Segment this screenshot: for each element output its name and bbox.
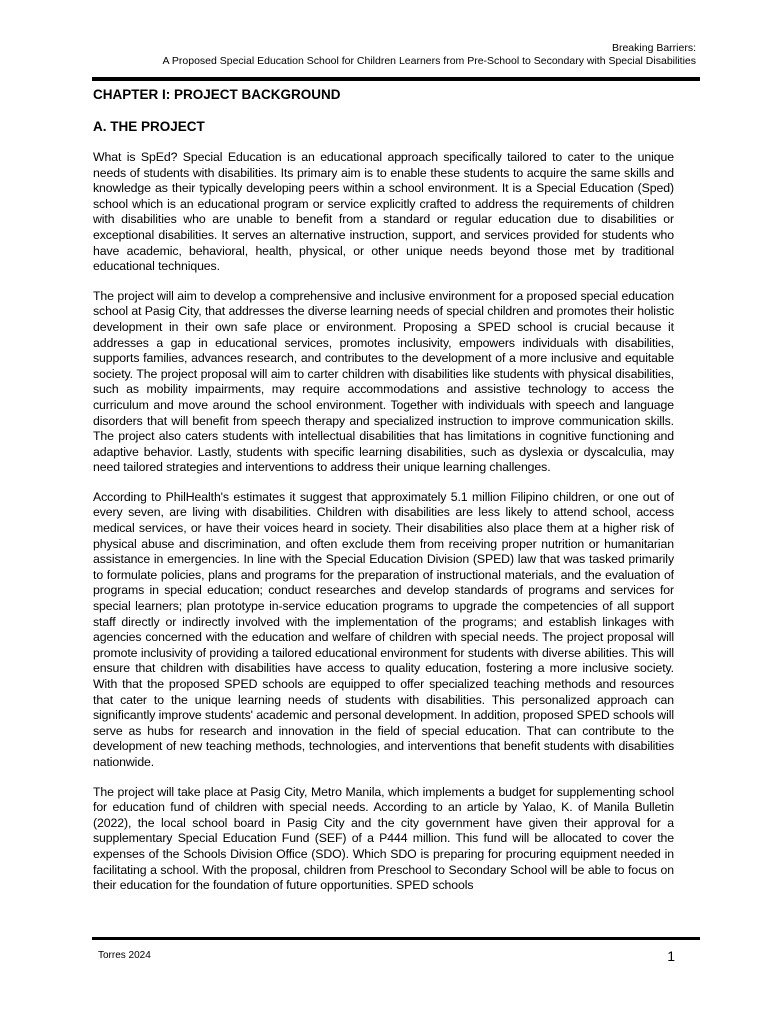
paragraph-project-location: The project will take place at Pasig City, Metro Manila, which implements a budget for supplementing school for education fund of children with special needs. According to an article by Yalao, K. of Manila Bulletin (2022), the local school board in Pasig City and the city government have given their approval for a supplementary Special Education Fund (SEF) of a P444 million. This fund will be allocated to cover the expenses of the Schools Division Office (SDO). Which SDO is preparing for procuring equipment needed in facilitating a school. With the proposal, children from Preschool to Secondary School will be able to focus on their education for the foundation of future opportunities. SPED schools: [93, 784, 674, 893]
running-header: [163, 42, 696, 68]
header-title: Breaking Barriers:: [611, 42, 696, 54]
header-rule: [92, 77, 700, 81]
page-number: 1: [667, 948, 675, 964]
header-subtitle: A Proposed Special Education School for Children Learners from Pre-School to Secondary with Special Disabilities: [162, 55, 696, 67]
chapter-title: CHAPTER I: PROJECT BACKGROUND: [93, 87, 341, 102]
paragraph-sped-definition: What is SpEd? Special Education is an educational approach specifically tailored to cater to the unique needs of students with disabilities. Its primary aim is to enable these students to acquire the same skills and knowledge as their typically developing peers within a school environment. It is a Special Education (Sped) school which is an educational program or service explicitly crafted to address the requirements of children with disabilities who are unable to benefit from a standard or regular education due to disabilities or exceptional disabilities. It serves an alternative instruction, support, and services provided for students who have academic, behavioral, health, physical, or other unique needs beyond those met by traditional educational techniques.: [93, 150, 674, 274]
footer-rule: [92, 937, 700, 940]
paragraph-project-aim: The project will aim to develop a comprehensive and inclusive environment for a proposed special education school at Pasig City, that addresses the diverse learning needs of special children and promotes their holistic development in their own safe place or environment. Proposing a SPED school is crucial because it addresses a gap in educational services, promotes inclusivity, empowers individuals with disabilities, supports families, advances research, and contributes to the development of a more inclusive and equitable society. The project proposal will aim to carter children with disabilities like students with physical disabilities, such as mobility impairments, may require accommodations and assistive technology to access the curriculum and move around the school environment. Together with individuals with speech and language disorders that will benefit from speech therapy and specialized instruction to improve communication skills. The project also caters students with intellectual disabilities that has limitations in cognitive functioning and adaptive behavior. Lastly, students with specific learning disabilities, such as dyslexia or dyscalculia, may need tailored strategies and interventions to address their unique learning challenges.: [93, 288, 674, 475]
section-title: A. THE PROJECT: [93, 119, 205, 134]
paragraph-philhealth-estimates: According to PhilHealth's estimates it suggest that approximately 5.1 million Filipino children, or one out of every seven, are living with disabilities. Children with disabilities are less likely to attend school, access medical services, or have their voices heard in society. Their disabilities also place them at a higher risk of physical abuse and discrimination, and often exclude them from receiving proper nutrition or humanitarian assistance in emergencies. In line with the Special Education Division (SPED) law that was tasked primarily to formulate policies, plans and programs for the preparation of instructional materials, and the evaluation of programs in special education; conduct researches and develop standards of programs and services for special learners; plan prototype in-service education programs to upgrade the competencies of all support staff directly or indirectly involved with the implementation of the programs; and establish linkages with agencies concerned with the education and welfare of children with special needs. The project proposal will promote inclusivity of providing a tailored educational environment for students with diverse abilities. This will ensure that children with disabilities have access to quality education, fostering a more inclusive society. With that the proposed SPED schools are equipped to offer specialized teaching methods and resources that cater to the unique learning needs of students with disabilities. This personalized approach can significantly improve students' academic and personal development. In addition, proposed SPED schools will serve as hubs for research and innovation in the field of special education. That can contribute to the development of new teaching methods, technologies, and interventions that benefit students with disabilities nationwide.: [93, 489, 674, 769]
footer-author: Torres 2024: [98, 950, 151, 961]
page-body: [93, 86, 674, 894]
